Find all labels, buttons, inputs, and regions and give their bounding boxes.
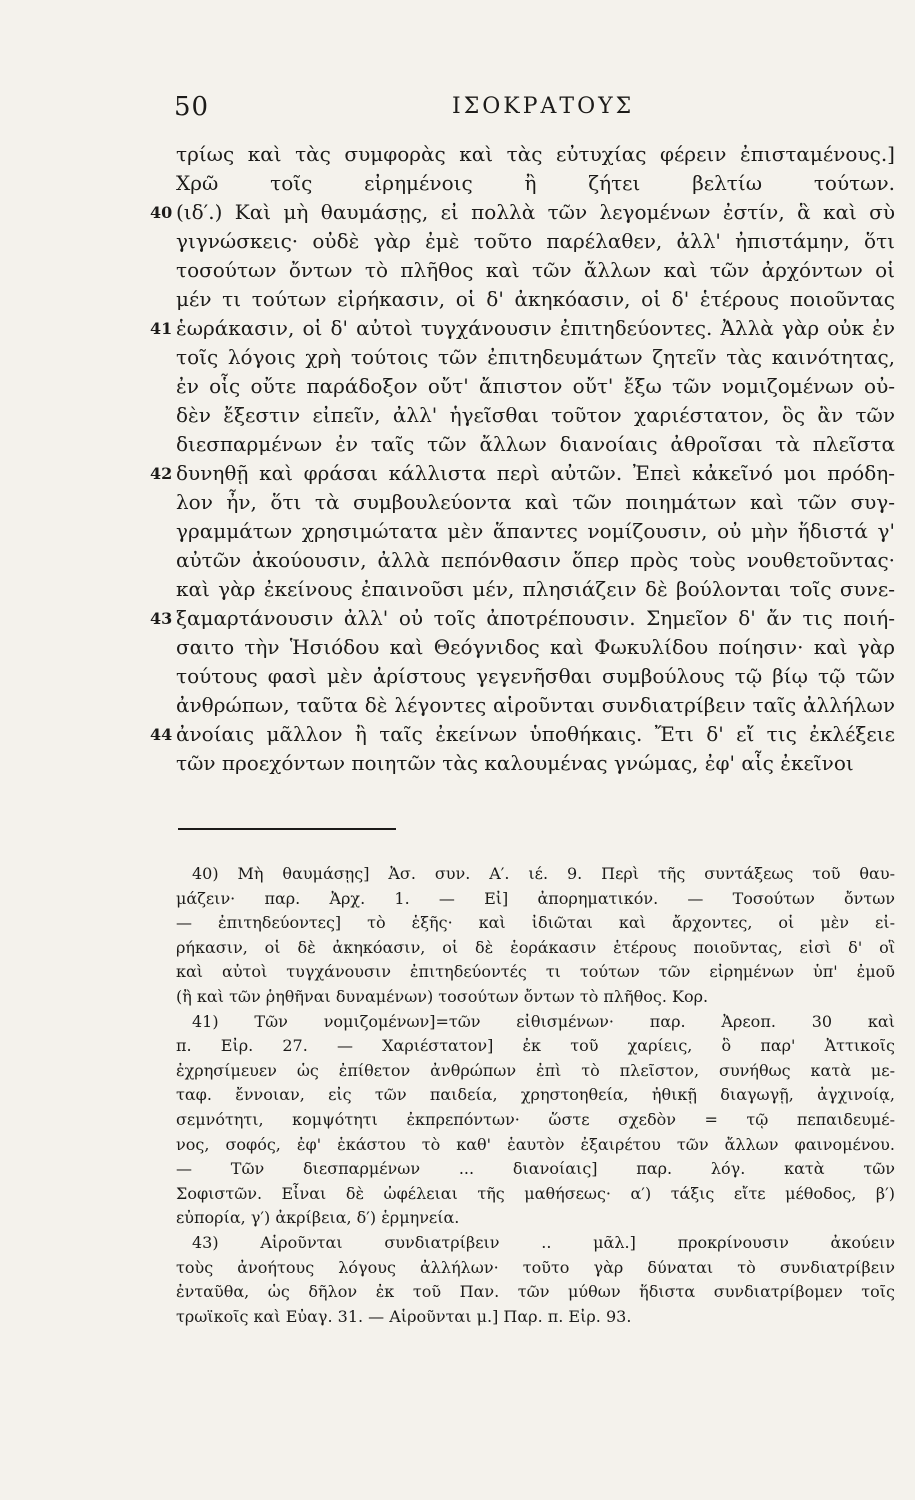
text-line — [150, 314, 895, 343]
footnote-line — [150, 1305, 895, 1330]
footnote-text: — Τῶν διεσπαρμένων ... διανοίαις] παρ. λόγ. κατὰ τῶν — [176, 1159, 895, 1179]
line-text: διεσπαρμένων ἐν ταῖς τῶν ἄλλων διανοίαις ἀθροῖσαι τὰ πλεῖστα — [176, 432, 895, 456]
footnote-line — [150, 1034, 895, 1059]
text-line — [150, 749, 895, 778]
line-text: ξαμαρτάνουσιν ἀλλ' οὐ τοῖς ἀποτρέπουσιν. Σημεῖον δ' ἄν τις ποιή- — [176, 606, 895, 630]
text-line — [150, 720, 895, 749]
footnote-text: καὶ αὐτοὶ τυγχάνουσιν ἐπιτηδεύοντές τι τούτων τῶν εἰρημένων ὑπ' ἐμοῦ — [176, 962, 895, 982]
text-line — [150, 459, 895, 488]
text-line — [150, 546, 895, 575]
text-line — [150, 256, 895, 285]
running-head: ΙΣΟΚΡΑΤΟΥΣ — [452, 94, 635, 119]
footnote-line — [150, 887, 895, 912]
line-text: τῶν προεχόντων ποιητῶν τὰς καλουμένας γνώμας, ἐφ' αἷς ἐκεῖνοι — [176, 751, 854, 775]
line-text: αὐτῶν ἀκούουσιν, ἀλλὰ πεπόνθασιν ὅπερ πρὸς τοὺς νουθετοῦντας· — [176, 548, 895, 572]
footnote-text: τοὺς ἀνοήτους λόγους ἀλλήλων· τοῦτο γὰρ δύναται τὸ συνδιατρίβειν — [176, 1257, 895, 1277]
section-number: 40 — [150, 203, 173, 222]
line-text: τοσούτων ὄντων τὸ πλῆθος καὶ τῶν ἄλλων καὶ τῶν ἀρχόντων οἱ — [176, 258, 895, 282]
footnote-divider — [178, 828, 396, 830]
line-text: ἀνθρώπων, ταῦτα δὲ λέγοντες αἱροῦνται συνδιατρίβειν ταῖς ἀλλήλων — [176, 693, 895, 717]
footnote-line — [150, 1059, 895, 1084]
line-text: Χρῶ τοῖς εἰρημένοις ἢ ζήτει βελτίω τούτων. — [176, 171, 895, 195]
line-text: γιγνώσκεις· οὐδὲ γὰρ ἐμὲ τοῦτο παρέλαθεν, ἀλλ' ἠπιστάμην, ὅτι — [176, 229, 895, 253]
line-text: δὲν ἔξεστιν εἰπεῖν, ἀλλ' ἡγεῖσθαι τοῦτον χαριέστατον, ὃς ἂν τῶν — [176, 403, 895, 427]
line-text: τοῖς λόγοις χρὴ τούτοις τῶν ἐπιτηδευμάτων ζητεῖν τὰς καινότητας, — [176, 345, 895, 369]
line-text: ἀνοίαις μᾶλλον ἢ ταῖς ἐκείνων ὑποθήκαις. Ἔτι δ' εἴ τις ἐκλέξειε — [176, 722, 895, 746]
footnote-line — [150, 911, 895, 936]
section-number: 42 — [150, 464, 173, 483]
line-text: καὶ γὰρ ἐκείνους ἐπαινοῦσι μέν, πλησιάζειν δὲ βούλονται τοῖς συνε- — [176, 577, 895, 601]
footnote-line — [150, 1010, 895, 1035]
text-line — [150, 633, 895, 662]
footnote-line — [150, 1157, 895, 1182]
line-text: δυνηθῇ καὶ φράσαι κάλλιστα περὶ αὐτῶν. Ἐπεὶ κἀκεῖνό μοι πρόδη- — [176, 461, 895, 485]
footnote-text: 40) Μὴ θαυμάσῃς] Ἀσ. συν. Α′. ιέ. 9. Περὶ τῆς συντάξεως τοῦ θαυ- — [192, 864, 895, 883]
footnote-line — [150, 1231, 895, 1256]
line-text: τούτους φασὶ μὲν ἀρίστους γεγενῆσθαι συμβούλους τῷ βίῳ τῷ τῶν — [176, 664, 895, 688]
text-line — [150, 488, 895, 517]
footnote-line — [150, 1256, 895, 1281]
text-line — [150, 575, 895, 604]
footnote-text: σεμνότητι, κομψότητι ἐκπρεπόντων· ὥστε σχεδὸν = τῷ πεπαιδευμέ- — [176, 1109, 895, 1129]
footnote-line — [150, 1280, 895, 1305]
line-text: γραμμάτων χρησιμώτατα μὲν ἅπαντες νομίζουσιν, οὐ μὴν ἥδιστά γ' — [176, 519, 895, 543]
text-line — [150, 401, 895, 430]
footnote-text: ταφ. ἔννοιαν, εἰς τῶν παιδεία, χρηστοηθεία, ἠθικῇ διαγωγῇ, ἀγχινοίᾳ, — [176, 1085, 895, 1105]
footnote-text: ἐνταῦθα, ὡς δῆλον ἐκ τοῦ Παν. τῶν μύθων ἥδιστα συνδιατρίβομεν τοῖς — [176, 1282, 895, 1302]
footnote-text: — ἐπιτηδεύοντες] τὸ ἑξῆς· καὶ ἰδιῶται καὶ ἄρχοντες, οἱ μὲν εἰ- — [176, 913, 895, 933]
line-text: ἐν οἷς οὔτε παράδοξον οὔτ' ἄπιστον οὔτ' ἔξω τῶν νομιζομένων οὐ- — [176, 374, 895, 398]
footnote-text: 43) Αἱροῦνται συνδιατρίβειν .. μᾶλ.] προκρίνουσιν ἀκούειν — [192, 1232, 895, 1252]
section-number: 41 — [150, 319, 173, 338]
text-line — [150, 604, 895, 633]
footnote-text: ρήκασιν, οἱ δὲ ἀκηκόασιν, οἱ δὲ ἑοράκασιν ἑτέρους ποιοῦντας, εἰσὶ δ' οἳ — [176, 937, 895, 957]
line-text: μέν τι τούτων εἰρήκασιν, οἱ δ' ἀκηκόασιν, οἱ δ' ἑτέρους ποιοῦντας — [176, 287, 895, 311]
footnote-line — [150, 1108, 895, 1133]
footnote-line — [150, 1133, 895, 1158]
section-number: 44 — [150, 725, 173, 744]
line-text: σαιτο τὴν Ἡσιόδου καὶ Θεόγνιδος καὶ Φωκυλίδου ποίησιν· καὶ γὰρ — [176, 635, 895, 659]
text-line — [150, 372, 895, 401]
footnote-text: Σοφιστῶν. Εἶναι δὲ ὠφέλειαι τῆς μαθήσεως· α′) τάξις εἴτε μέθοδος, β′) — [176, 1183, 895, 1203]
line-text: (ιδ′.) Καὶ μὴ θαυμάσῃς, εἰ πολλὰ τῶν λεγομένων ἐστίν, ἃ καὶ σὺ — [176, 200, 895, 224]
text-line — [150, 343, 895, 372]
text-line — [150, 517, 895, 546]
footnotes — [150, 862, 895, 1329]
footnote-line — [150, 1083, 895, 1108]
footnote-text: ἐχρησίμευεν ὡς ἐπίθετον ἀνθρώπων ἐπὶ τὸ πλεῖστον, συνήθως κατὰ με- — [176, 1060, 895, 1080]
text-line — [150, 169, 895, 198]
line-text: τρίως καὶ τὰς συμφορὰς καὶ τὰς εὐτυχίας φέρειν ἐπισταμένους.] — [176, 142, 895, 166]
footnote-line — [150, 960, 895, 985]
footnote-line — [150, 985, 895, 1010]
text-line — [150, 227, 895, 256]
footnote-text: 41) Τῶν νομιζομένων]=τῶν εἰθισμένων· παρ. Ἀρεοπ. 30 καὶ — [192, 1011, 895, 1031]
line-text: λον ἦν, ὅτι τὰ συμβουλεύοντα καὶ τῶν ποιημάτων καὶ τῶν συγ- — [176, 490, 895, 514]
text-line — [150, 662, 895, 691]
footnote-text: (ἢ καὶ τῶν ῥηθῆναι δυναμένων) τοσούτων ὄντων τὸ πλῆθος. Κορ. — [176, 986, 709, 1006]
footnote-text: π. Εἰρ. 27. — Χαριέστατον] ἐκ τοῦ χαρίεις, ὃ παρ' Ἀττικοῖς — [176, 1036, 895, 1056]
text-line — [150, 691, 895, 720]
text-line — [150, 285, 895, 314]
footnote-text: τρωϊκοῖς καὶ Εὐαγ. 31. — Αἱροῦνται μ.] Παρ. π. Εἰρ. 93. — [176, 1306, 632, 1326]
footnote-text: μάζειν· παρ. Ἀρχ. 1. — Εἰ] ἀπορηματικόν. — Τοσούτων ὄντων — [176, 888, 895, 908]
page-number: 50 — [174, 92, 210, 122]
line-text: ἑωράκασιν, οἱ δ' αὐτοὶ τυγχάνουσιν ἐπιτηδεύοντες. Ἀλλὰ γὰρ οὐκ ἐν — [176, 316, 895, 340]
footnote-text: νος, σοφός, ἐφ' ἑκάστου τὸ καθ' ἑαυτὸν ἐξαιρέτου τῶν ἄλλων φαινομένου. — [176, 1134, 895, 1154]
text-line — [150, 198, 895, 227]
section-number: 43 — [150, 609, 173, 628]
footnote-line — [150, 1206, 895, 1231]
page-header — [0, 92, 915, 132]
footnote-text: εὐπορία, γ′) ἀκρίβεια, δ′) ἑρμηνεία. — [176, 1208, 460, 1228]
main-text — [150, 140, 895, 778]
footnote-line — [150, 1182, 895, 1207]
text-line — [150, 430, 895, 459]
text-line — [150, 140, 895, 169]
footnote-line — [150, 936, 895, 961]
footnote-line — [150, 862, 895, 887]
